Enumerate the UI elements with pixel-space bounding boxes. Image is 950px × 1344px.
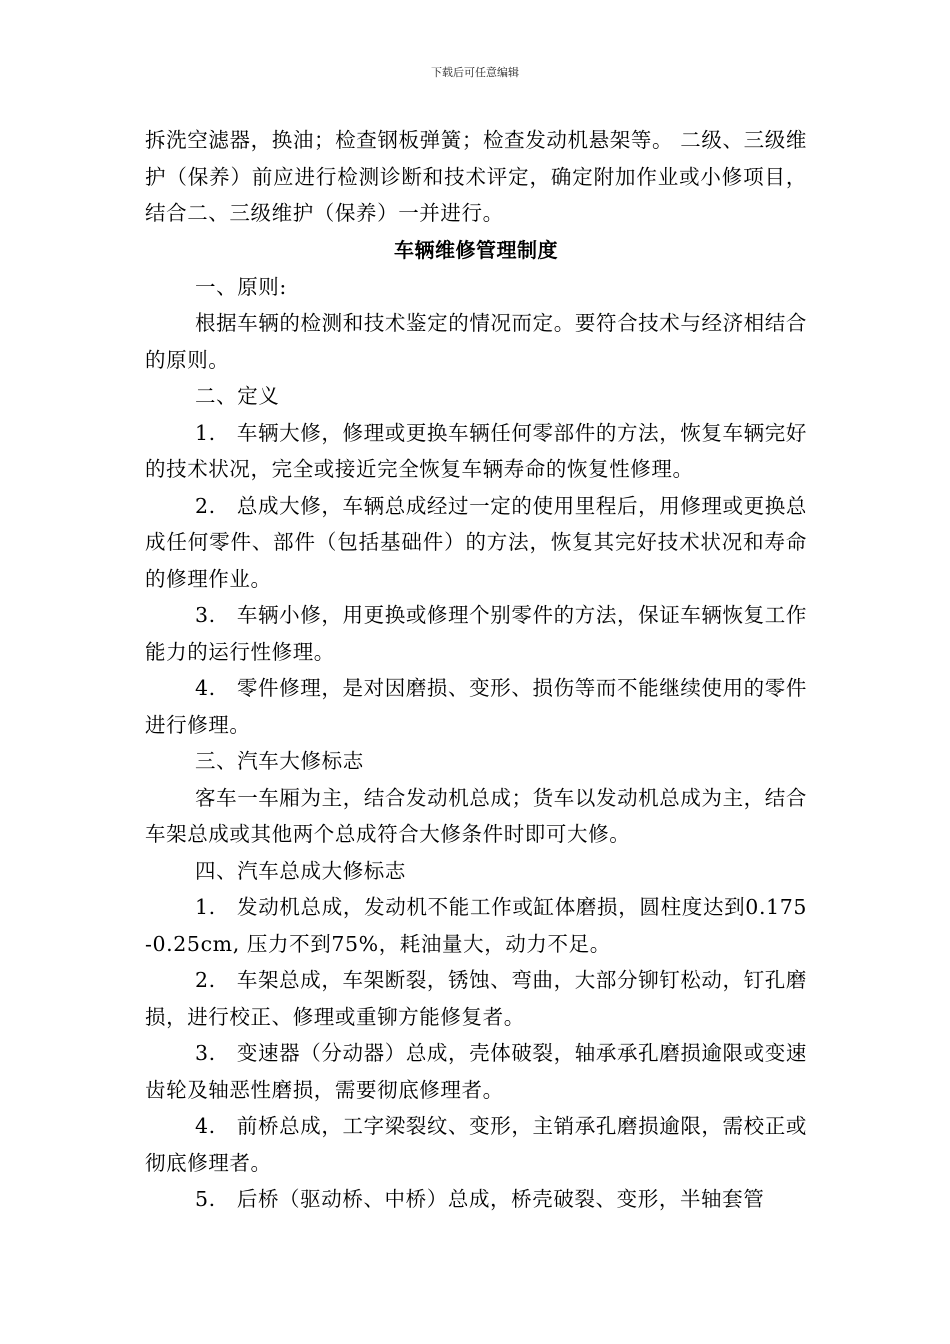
- paragraph-principle: 根据车辆的检测和技术鉴定的情况而定。要符合技术与经济相结合的原则。: [145, 311, 807, 372]
- assembly-item-2: 2. 车架总成，车架断裂，锈蚀、弯曲，大部分铆钉松动，钉孔磨损，进行校正、修理或重铆方能修复者。: [145, 968, 807, 1029]
- assembly-item-5: 5. 后桥（驱动桥、中桥）总成，桥壳破裂、变形，半轴套管: [195, 1187, 765, 1211]
- definition-item-1: 1. 车辆大修，修理或更换车辆任何零部件的方法，恢复车辆完好的技术状况，完全或接近完全恢复车辆寿命的恢复性修理。: [145, 420, 807, 481]
- section-heading-overhaul-sign: 三、汽车大修标志: [195, 749, 364, 773]
- document-title: 车辆维修管理制度: [394, 237, 558, 262]
- assembly-item-4: 4. 前桥总成，工字梁裂纹、变形，主销承孔磨损逾限，需校正或彻底修理者。: [145, 1114, 807, 1175]
- paragraph-overhaul-sign: 客车一车厢为主，结合发动机总成；货车以发动机总成为主，结合车架总成或其他两个总成符合大修条件时即可大修。: [145, 785, 807, 846]
- section-heading-principle: 一、原则:: [195, 274, 287, 299]
- section-heading-definition: 二、定义: [195, 384, 280, 408]
- definition-item-2: 2. 总成大修，车辆总成经过一定的使用里程后，用修理或更换总成任何零件、部件（包括基础件）的方法，恢复其完好技术状况和寿命的修理作业。: [145, 493, 807, 591]
- assembly-item-3: 3. 变速器（分动器）总成，壳体破裂，轴承承孔磨损逾限或变速齿轮及轴恶性磨损，需要彻底修理者。: [145, 1041, 807, 1102]
- definition-item-3: 3. 车辆小修，用更换或修理个别零件的方法，保证车辆恢复工作能力的运行性修理。: [145, 603, 807, 664]
- intro-paragraph: 拆洗空滤器，换油；检查钢板弹簧；检查发动机悬架等。 二级、三级维护（保养）前应进行检测诊断和技术评定，确定附加作业或小修项目，结合二、三级维护（保养）一并进行。: [145, 128, 807, 225]
- section-heading-assembly-sign: 四、汽车总成大修标志: [195, 858, 406, 883]
- definition-item-4: 4. 零件修理，是对因磨损、变形、损伤等而不能继续使用的零件进行修理。: [145, 676, 807, 737]
- assembly-item-1: 1. 发动机总成，发动机不能工作或缸体磨损，圆柱度达到0.175-0.25cm, 压力不到75%，耗油量大，动力不足。: [145, 895, 807, 956]
- document-body: [145, 122, 807, 1218]
- page-header-note: 下载后可任意编辑: [431, 66, 519, 79]
